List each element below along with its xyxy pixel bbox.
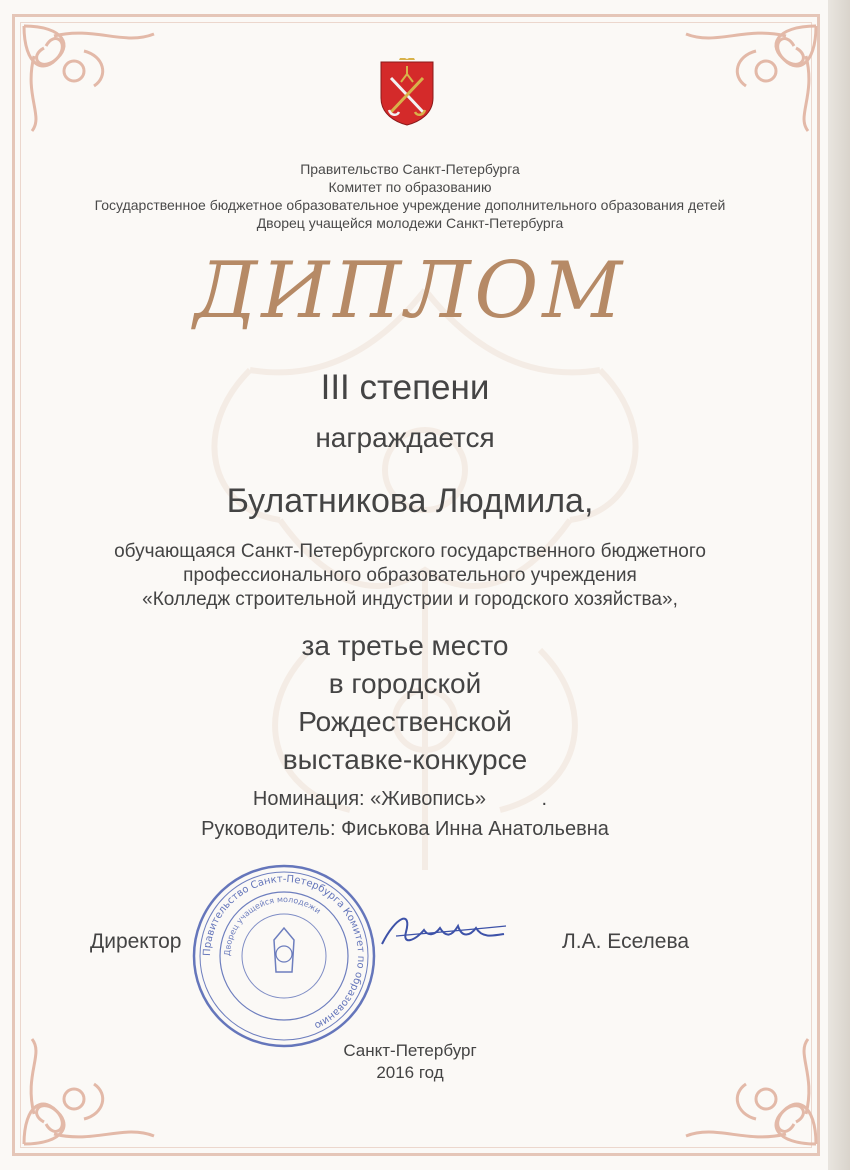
study-line-2: профессионального образовательного учреждения — [183, 565, 637, 586]
director-name: Л.А. Еселева — [562, 930, 690, 953]
svg-text:Дворец учащейся молодежи: Дворец учащейся молодежи — [222, 894, 323, 957]
nomination: Номинация: «Живопись» . — [252, 788, 548, 810]
corner-ornament-bottom-right — [676, 1034, 826, 1154]
study-line-3: «Колледж строительной индустрии и городского хозяйства», — [142, 589, 678, 610]
place-line-1: за третье место — [301, 630, 509, 661]
awarded-label: награждается — [315, 422, 495, 453]
header-committee: Комитет по образованию — [328, 179, 492, 195]
svg-text:Правительство Санкт-Петербурга: Правительство Санкт-Петербурга Комитет по образованию — [201, 873, 367, 1031]
study-line-1: обучающаяся Санкт-Петербургского государственного бюджетного — [114, 541, 706, 562]
issue-place-date — [300, 1040, 520, 1084]
issuer-header — [20, 160, 800, 232]
place-line-3: Рождественской — [298, 706, 512, 737]
official-seal-icon — [190, 862, 378, 1050]
header-palace: Дворец учащейся молодежи Санкт-Петербурга — [256, 215, 564, 231]
place-line-4: выставке-конкурсе — [282, 744, 528, 775]
issue-city: Санкт-Петербург — [343, 1041, 477, 1060]
place-line-2: в городской — [328, 668, 482, 699]
issue-year: 2016 год — [376, 1063, 444, 1082]
study-description — [40, 540, 780, 612]
diploma-title: ДИПЛОМ — [193, 246, 627, 336]
header-government: Правительство Санкт-Петербурга — [300, 161, 520, 177]
corner-ornament-top-right — [676, 16, 826, 136]
director-label: Директор — [90, 930, 182, 953]
director-signature — [376, 896, 516, 966]
scan-edge — [828, 0, 850, 1170]
header-institution: Государственное бюджетное образовательное учреждение дополнительного образования детей — [94, 197, 726, 213]
corner-ornament-bottom-left — [14, 1034, 164, 1154]
diploma-degree: III степени — [320, 368, 490, 407]
award-reason — [100, 627, 710, 779]
st-petersburg-coat-of-arms-icon — [379, 58, 435, 126]
corner-ornament-top-left — [14, 16, 164, 136]
recipient-name: Булатникова Людмила, — [226, 482, 594, 520]
supervisor: Руководитель: Фиськова Инна Анатольевна — [201, 818, 609, 840]
